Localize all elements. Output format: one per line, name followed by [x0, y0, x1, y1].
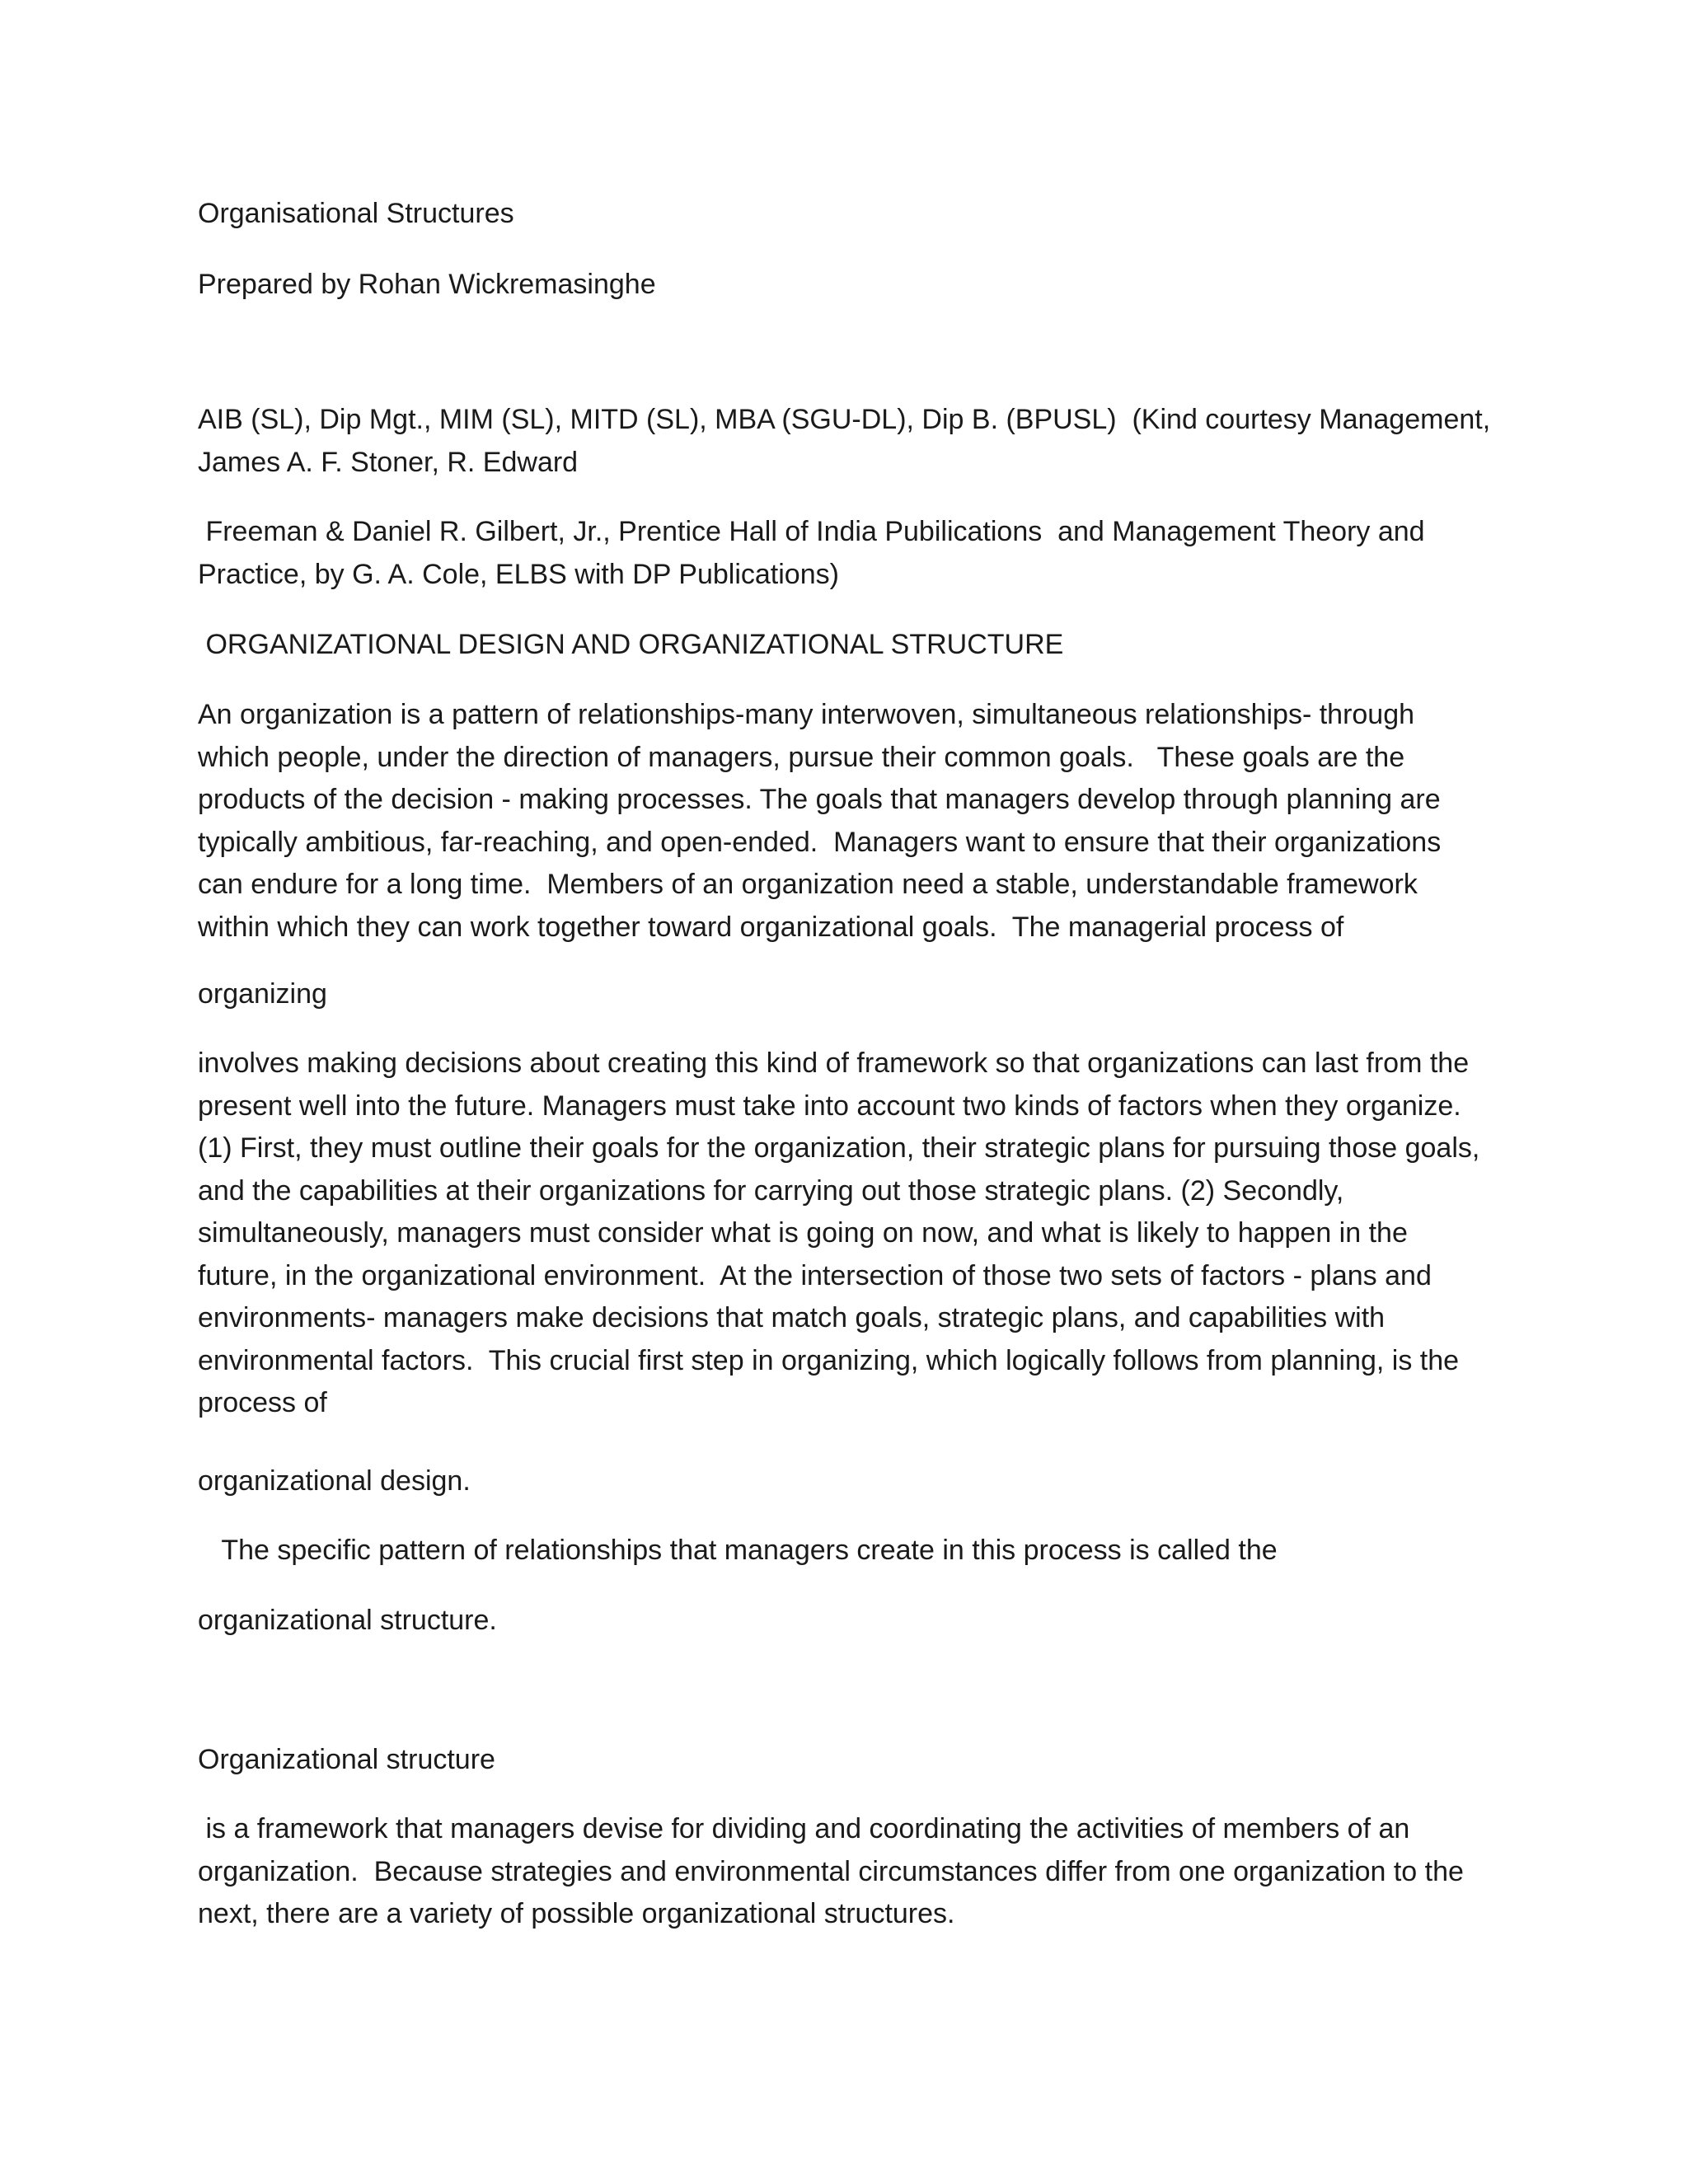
specific-pattern-line: The specific pattern of relationships that managers create in this process is called the: [198, 1535, 1278, 1566]
paragraph-structure-definition: is a framework that managers devise for dividing and coordinating the activities of members of an organization. Because strategies and environmental circumstances differ from one organization to the next, there are a variety of possible organizational structures.: [198, 1813, 1472, 1929]
courtesy-line: Freeman & Daniel R. Gilbert, Jr., Prentice Hall of India Pubilications and Management Theory and Practice, by G. A. Cole, ELBS with DP Publications): [198, 516, 1433, 590]
paragraph-intro: An organization is a pattern of relationships-many interwoven, simultaneous relationships- through which people, under the direction of managers, pursue their common goals. These goals are the products of the decision - making processes. The goals that managers develop through planning are typically ambitious, far-reaching, and open-ended. Managers want to ensure that their organizations can endure for a long time. Members of an organization need a stable, understandable framework within which they can work together toward organizational goals. The managerial process of: [198, 699, 1449, 943]
term-organizational-structure: organizational structure.: [198, 1605, 497, 1636]
paragraph-organizing: involves making decisions about creating this kind of framework so that organizations can last from the present well into the future. Managers must take into account two kinds of factors when they organize. (1) First, they must outline their goals for the organization, their strategic plans for pursuing those goals, and the capabilities at their organizations for carrying out those strategic plans. (2) Secondly, simultaneously, managers must consider what is going on now, and what is likely to happen in the future, in the organizational environment. At the intersection of those two sets of factors - plans and environments- managers make decisions that match goals, strategic plans, and capabilities with environmental factors. This crucial first step in organizing, which logically follows from planning, is the process of: [198, 1047, 1488, 1418]
subheading-organizational-structure: Organizational structure: [198, 1744, 495, 1775]
author-line: Prepared by Rohan Wickremasinghe: [198, 269, 656, 300]
section-heading: ORGANIZATIONAL DESIGN AND ORGANIZATIONAL STRUCTURE: [198, 629, 1064, 660]
document-title: Organisational Structures: [198, 198, 514, 229]
credentials-line: AIB (SL), Dip Mgt., MIM (SL), MITD (SL), MBA (SGU-DL), Dip B. (BPUSL) (Kind courtesy Management, James A. F. Stoner, R. Edward: [198, 404, 1498, 478]
term-organizing: organizing: [198, 978, 327, 1010]
term-organizational-design: organizational design.: [198, 1465, 471, 1497]
